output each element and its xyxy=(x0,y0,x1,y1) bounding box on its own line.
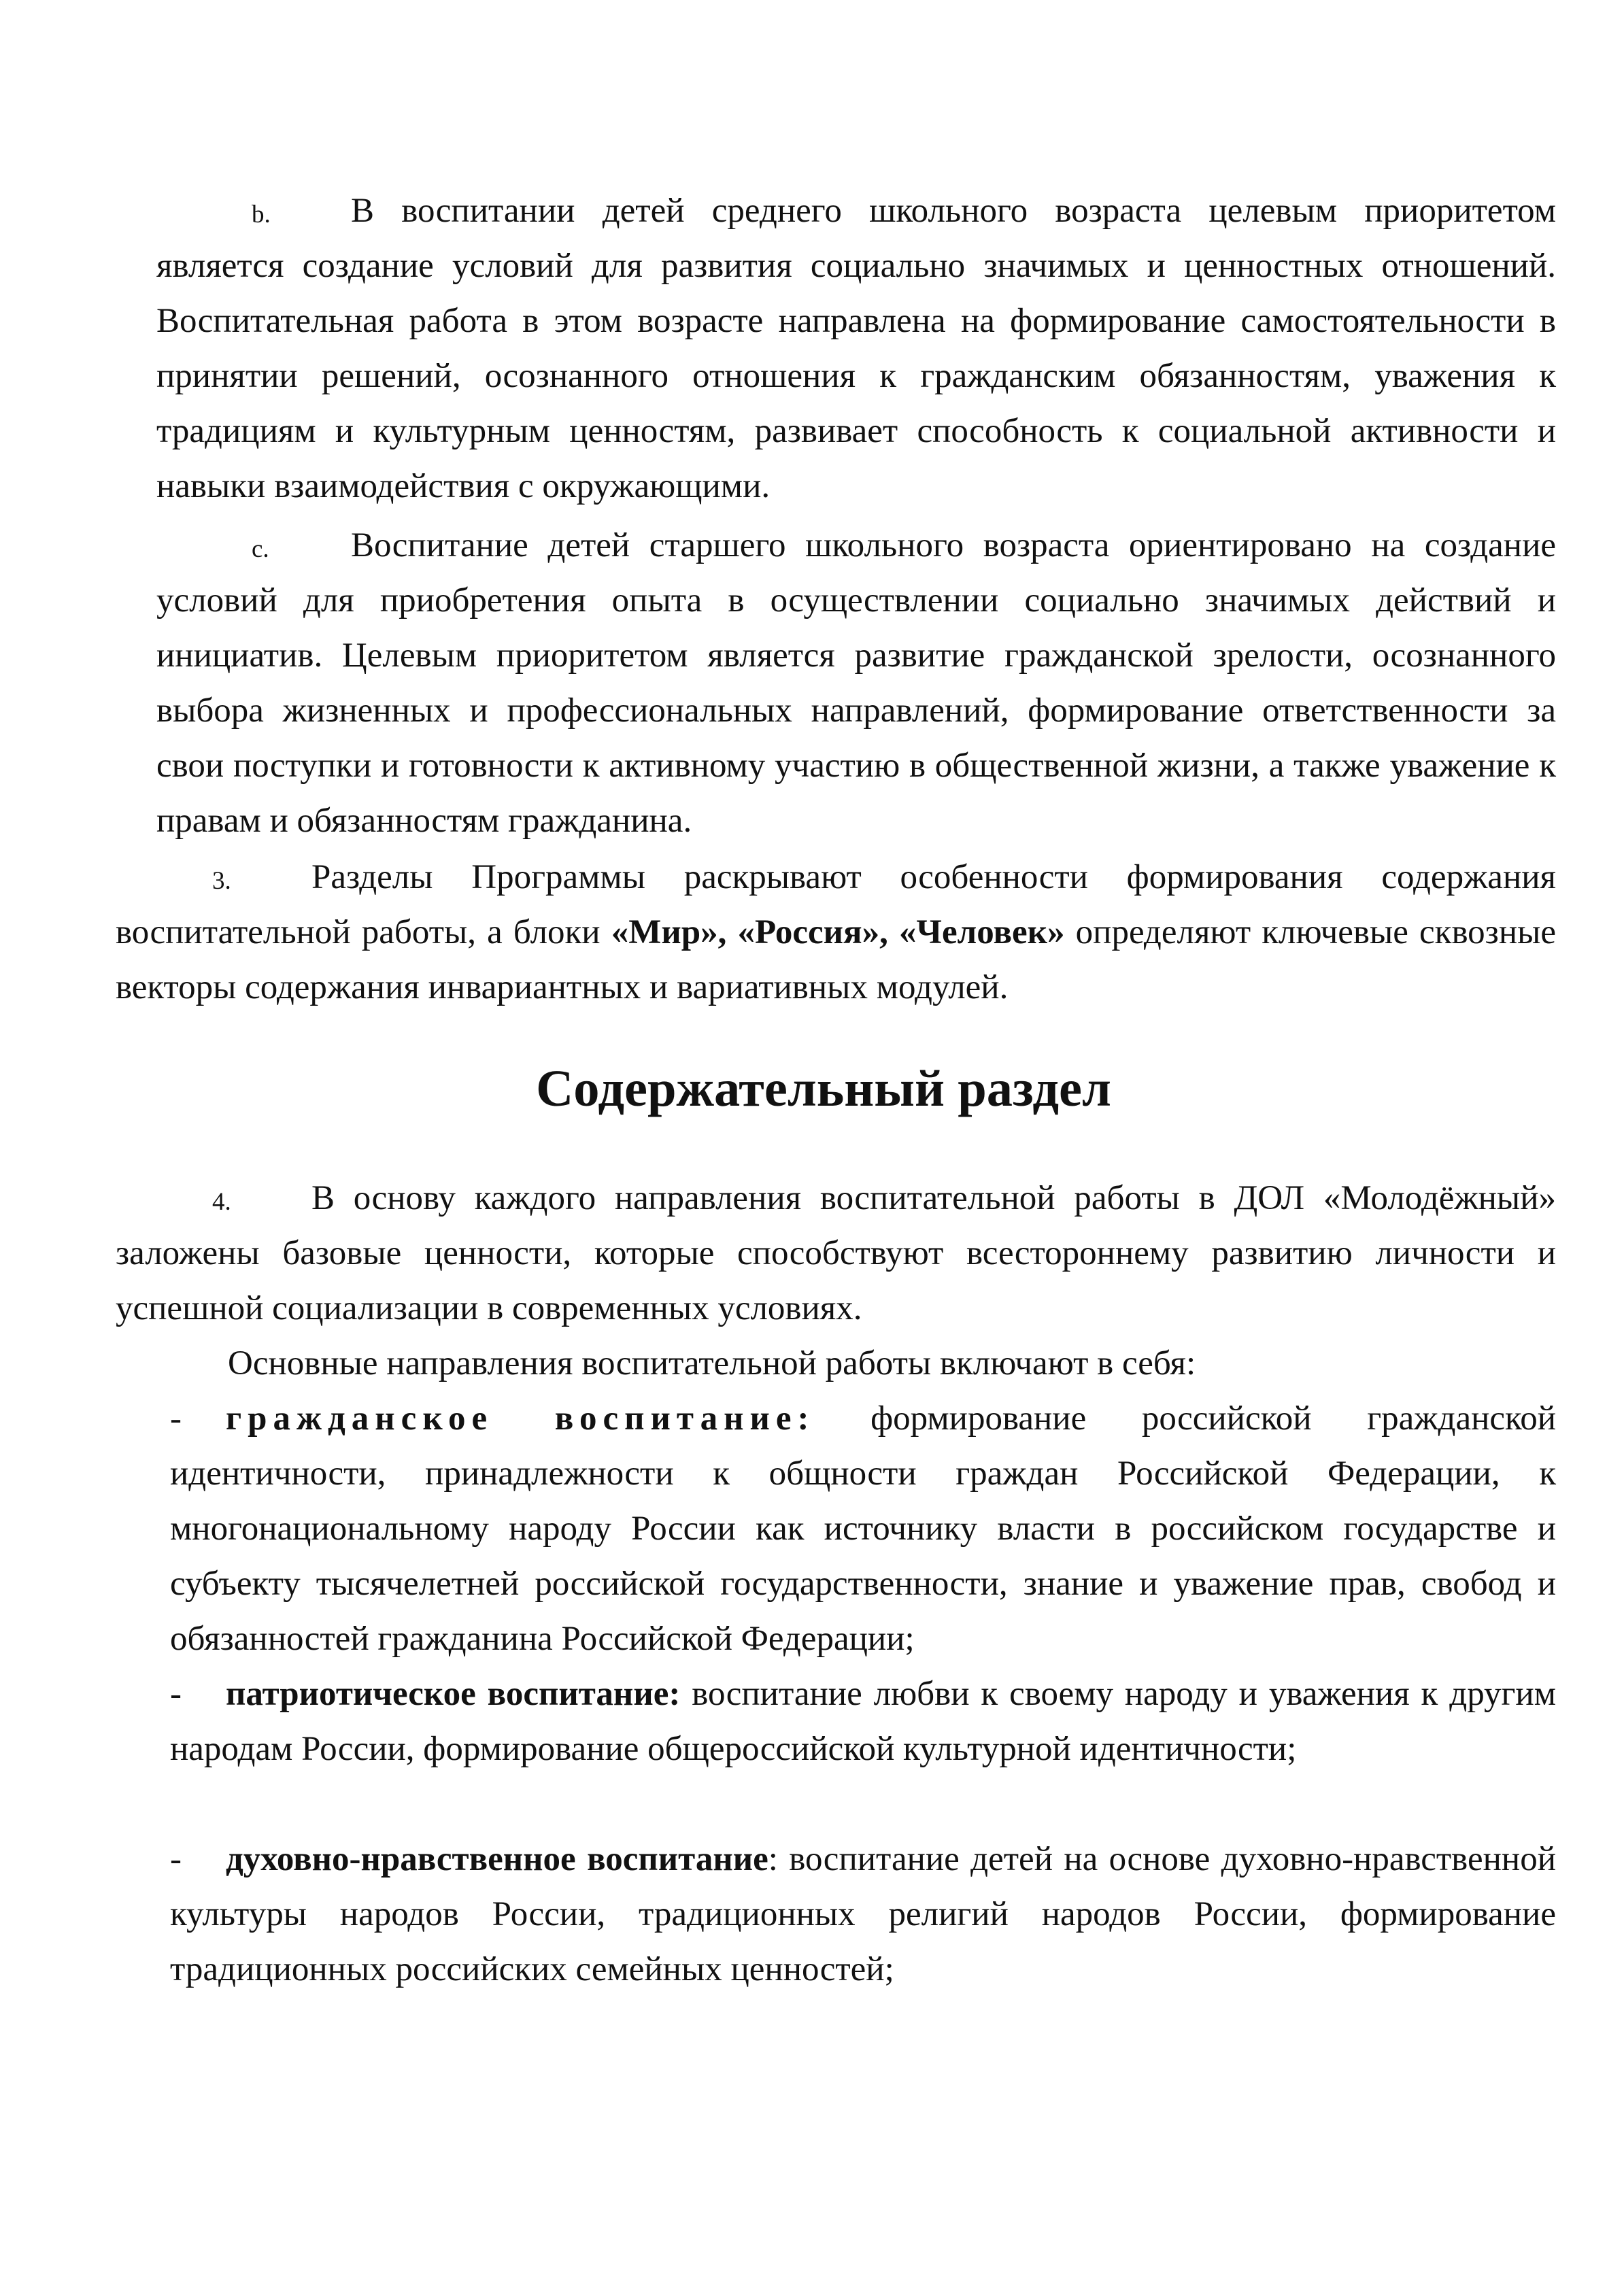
direction-patriotic-text: воспитание любви к своему народу и уважения к другим народам России, формирование общероссийской культурной идентичности; xyxy=(170,1675,1556,1768)
list-marker-b: b. xyxy=(252,201,271,228)
paragraph-item-b-text: В воспитании детей среднего школьного возраста целевым приоритетом является создание условий для развития социально значимых и ценностных отношений. Воспитательная работа в этом возрасте направлена на формирование самостоятельности в принятии решений, осознанного отношения к гражданским обязанностям, уважения к традициям и культурным ценностям, развивает способность к социальной активности и навыки взаимодействия с окружающими. xyxy=(156,192,1556,505)
direction-civic-term: гражданское воспитание: xyxy=(226,1399,815,1438)
direction-spiritual-text: : воспитание детей на основе духовно-нравственной культуры народов России, традиционных религий народов России, формирование традиционных российских семейных ценностей; xyxy=(170,1840,1556,1988)
direction-spiritual-term: духовно-нравственное воспитание xyxy=(226,1840,768,1878)
list-marker-4: 4. xyxy=(212,1188,231,1216)
direction-spiritual xyxy=(170,1832,1556,1997)
direction-patriotic xyxy=(170,1667,1556,1777)
direction-civic-text: формирование российской гражданской идентичности, принадлежности к общности граждан Российской Федерации, к многонациональному народу России как источнику власти в российском государстве и субъекту тысячелетней российской государственности, знание и уважение прав, свобод и обязанностей гражданина Российской Федерации; xyxy=(170,1399,1556,1658)
list-marker-3: 3. xyxy=(212,867,231,895)
block-name-mir: «Мир», xyxy=(611,913,727,951)
paragraph-item-3-text-before: Разделы Программы раскрывают особенности формирования содержания воспитательной работы, а блоки xyxy=(116,858,1556,951)
paragraph-item-3 xyxy=(116,850,1556,1015)
section-heading: Содержательный раздел xyxy=(536,1059,1111,1117)
paragraph-item-b xyxy=(156,184,1556,514)
paragraph-item-c xyxy=(156,518,1556,849)
list-dash-spiritual: - xyxy=(170,1840,182,1878)
block-name-chelovek: «Человек» xyxy=(899,913,1065,951)
paragraph-item-4-text: В основу каждого направления воспитательной работы в ДОЛ «Молодёжный» заложены базовые ценности, которые способствуют всестороннему развитию личности и успешной социализации в современных условиях. xyxy=(116,1179,1556,1327)
list-dash-civic: - xyxy=(170,1399,182,1438)
block-name-rossiya: «Россия», xyxy=(737,913,888,951)
paragraph-item-c-text: Воспитание детей старшего школьного возраста ориентировано на создание условий для приобретения опыта в осуществлении социально значимых действий и инициатив. Целевым приоритетом является развитие гражданской зрелости, осознанного выбора жизненных и профессиональных направлений, формирование ответственности за свои поступки и готовности к активному участию в общественной жизни, а также уважение к правам и обязанностям гражданина. xyxy=(156,526,1556,840)
list-marker-c: c. xyxy=(252,535,269,563)
direction-patriotic-term: патриотическое воспитание: xyxy=(226,1675,681,1713)
paragraph-item-4 xyxy=(116,1171,1556,1336)
directions-intro: Основные направления воспитательной работы включают в себя: xyxy=(228,1344,1196,1382)
paragraph-item-3-text-after: определяют ключевые сквозные векторы содержания инвариантных и вариативных модулей. xyxy=(116,913,1557,1006)
direction-civic xyxy=(170,1391,1556,1667)
list-dash-patriotic: - xyxy=(170,1675,182,1713)
